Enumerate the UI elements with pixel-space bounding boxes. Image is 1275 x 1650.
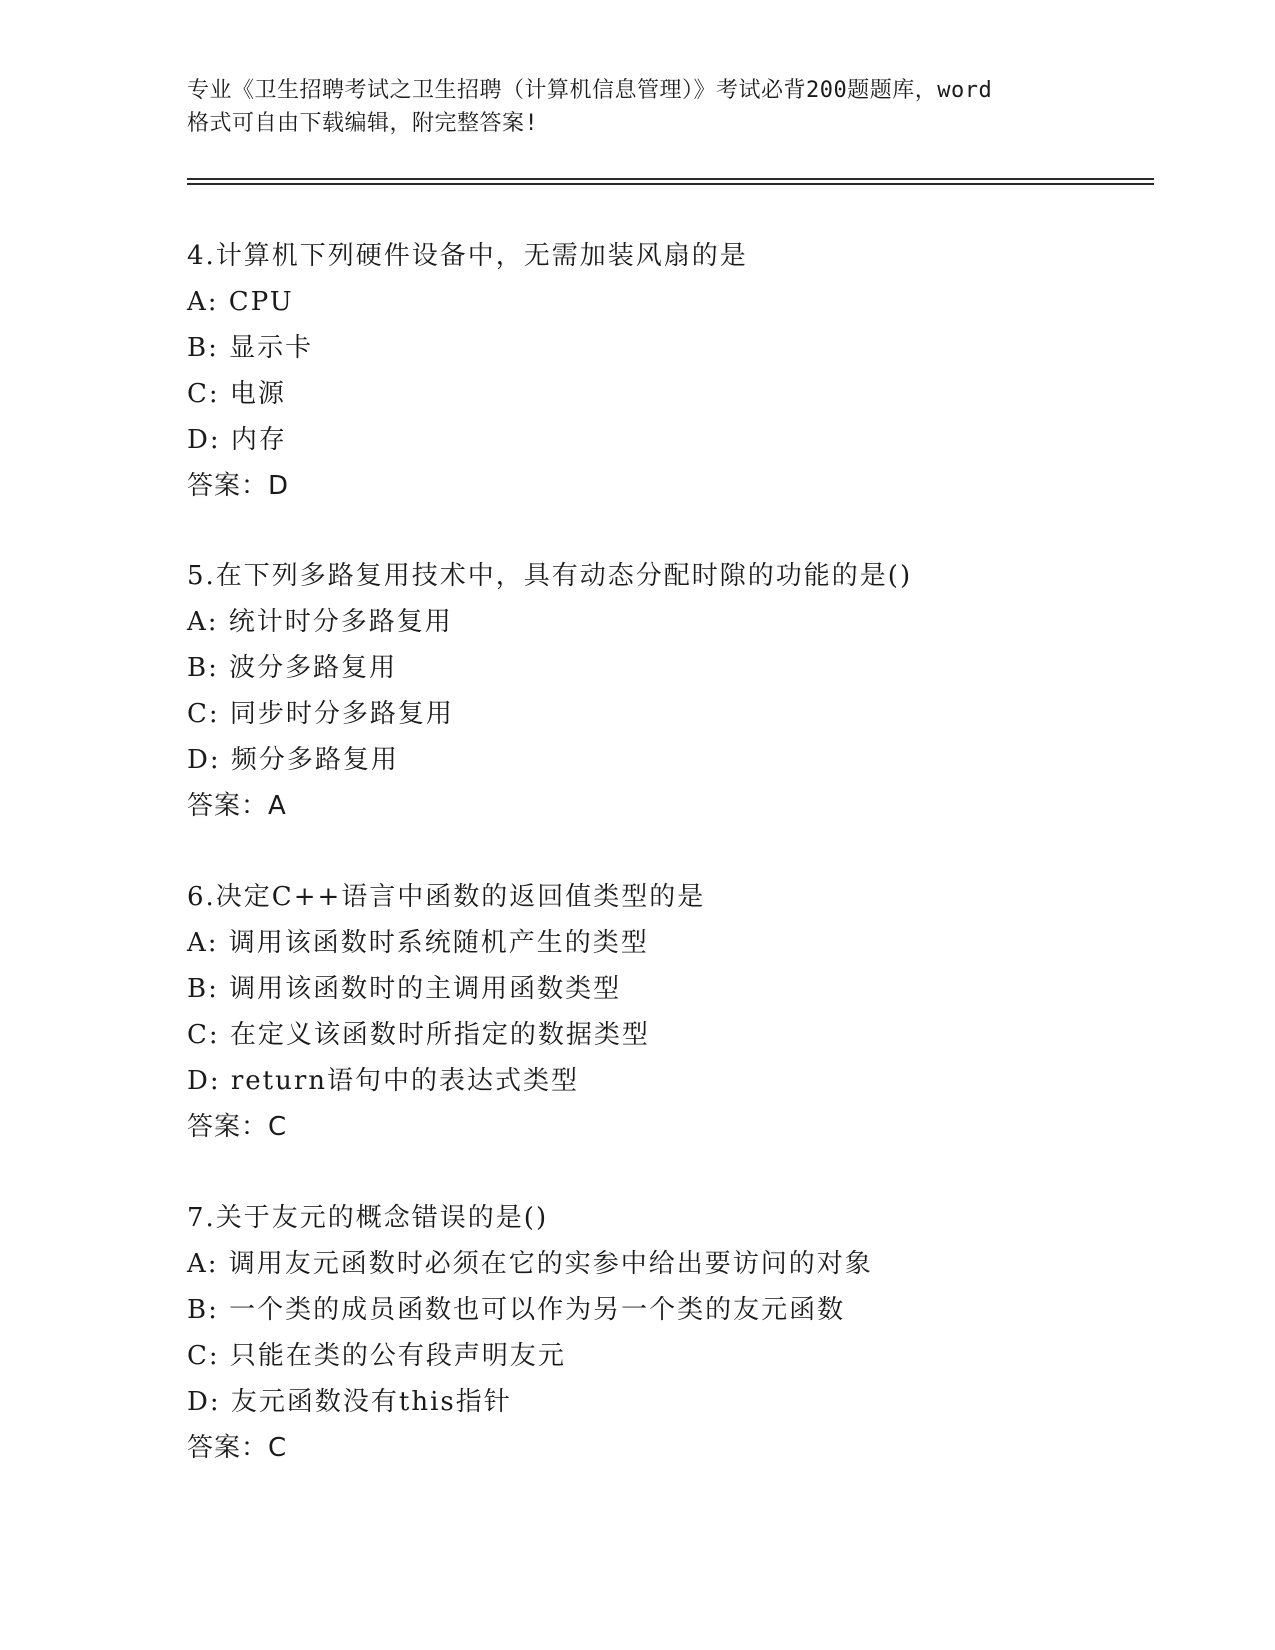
- question-block: [187, 1195, 1187, 1471]
- option-c: C: 同步时分多路复用: [187, 699, 454, 729]
- option-b: B: 一个类的成员函数也可以作为另一个类的友元函数: [187, 1295, 846, 1325]
- answer-line: 答案：C: [187, 1112, 288, 1142]
- option-c: C: 只能在类的公有段声明友元: [187, 1341, 566, 1371]
- header-divider-bottom: [187, 183, 1154, 185]
- question-stem: 7.关于友元的概念错误的是(): [187, 1203, 549, 1233]
- answer-line: 答案：A: [187, 791, 287, 821]
- header-divider-top: [187, 178, 1154, 180]
- option-a: A: 调用友元函数时必须在它的实参中给出要访问的对象: [187, 1249, 873, 1279]
- answer-line: 答案：D: [187, 471, 290, 501]
- question-stem: 6.决定C++语言中函数的返回值类型的是: [187, 882, 706, 912]
- question-stem: 4.计算机下列硬件设备中，无需加装风扇的是: [187, 241, 748, 271]
- question-block: [187, 874, 1187, 1150]
- option-d: D: 频分多路复用: [187, 745, 399, 775]
- answer-line: 答案：C: [187, 1433, 288, 1463]
- option-d: D: return语句中的表达式类型: [187, 1066, 580, 1096]
- header-line-2: 格式可自由下载编辑，附完整答案!: [187, 111, 539, 136]
- option-b: B: 波分多路复用: [187, 653, 398, 683]
- question-stem: 5.在下列多路复用技术中，具有动态分配时隙的功能的是(): [187, 561, 913, 591]
- header-line-1: 专业《卫生招聘考试之卫生招聘（计算机信息管理）》考试必背200题题库，word: [187, 78, 993, 103]
- option-c: C: 在定义该函数时所指定的数据类型: [187, 1020, 650, 1050]
- option-a: A: 统计时分多路复用: [187, 607, 453, 637]
- option-c: C: 电源: [187, 379, 286, 409]
- option-d: D: 内存: [187, 425, 287, 455]
- option-a: A: 调用该函数时系统随机产生的类型: [187, 928, 649, 958]
- option-b: B: 调用该函数时的主调用函数类型: [187, 974, 622, 1004]
- document-header: [187, 74, 1087, 140]
- question-block: [187, 233, 1187, 509]
- option-a: A: CPU: [187, 287, 294, 317]
- option-b: B: 显示卡: [187, 333, 314, 363]
- option-d: D: 友元函数没有this指针: [187, 1387, 512, 1417]
- question-block: [187, 553, 1187, 829]
